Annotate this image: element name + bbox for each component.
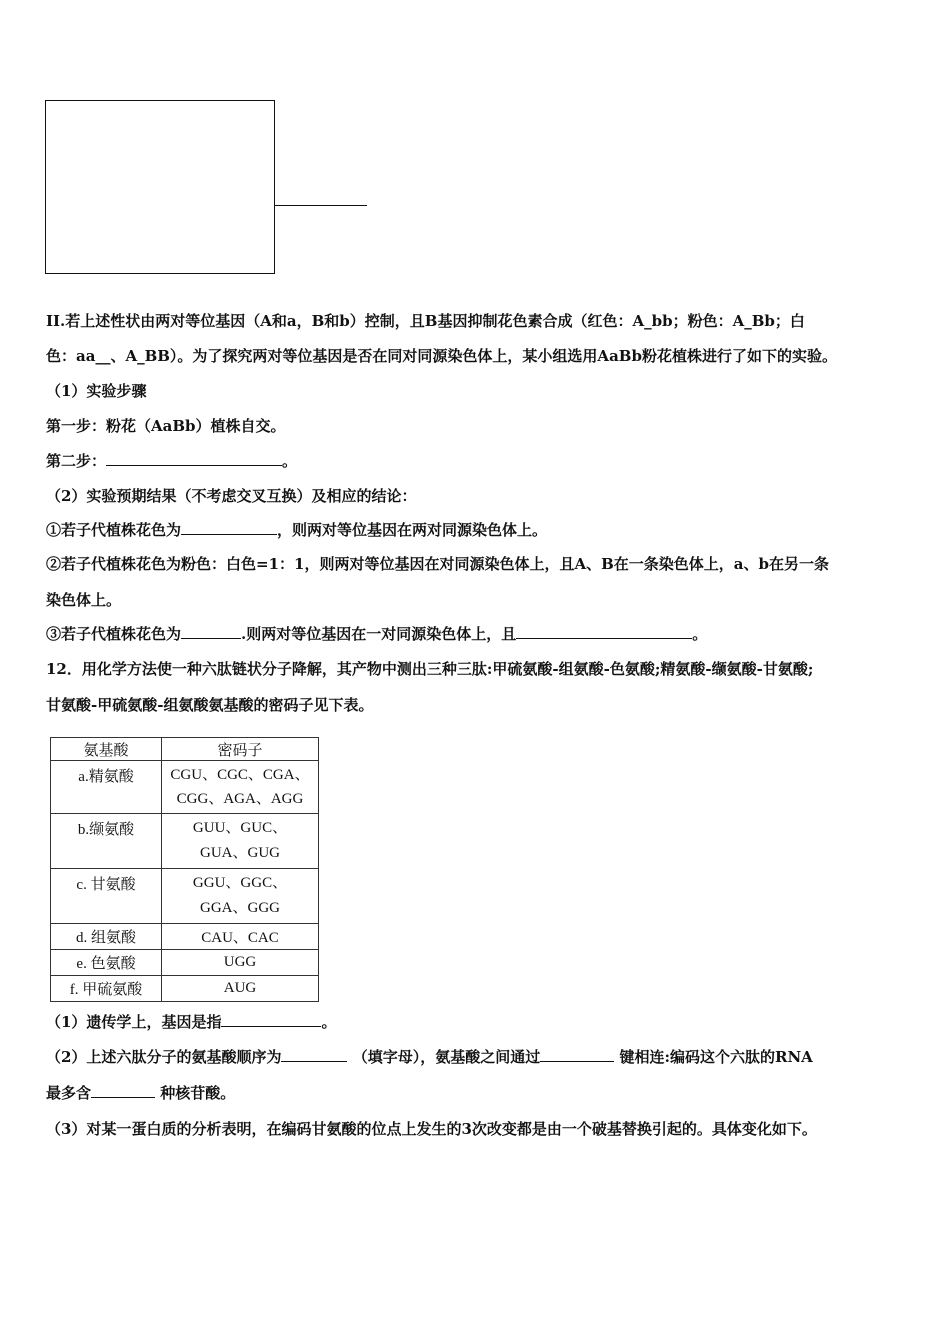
sub-two-blank-3[interactable] <box>91 1083 155 1098</box>
table-row <box>51 976 319 1002</box>
result-three <box>46 624 707 644</box>
result-one <box>46 520 547 540</box>
sub-two-blank-2[interactable] <box>540 1047 614 1062</box>
codon-cell <box>162 869 319 924</box>
q12-stem-line2: 甘氨酸-甲硫氨酸-组氨酸氨基酸的密码子见下表。 <box>46 696 374 714</box>
part2-intro-line2: 色：aa__、A_BB）。为了探究两对等位基因是否在同对同源染色体上，某小组选用AaBb粉花植株进行了如下的实验。 <box>46 347 837 365</box>
step-one: 第一步：粉花（AaBb）植株自交。 <box>46 417 286 435</box>
result-three-suffix: 。 <box>692 625 708 643</box>
table-row <box>51 814 319 869</box>
sub-question-two-line1 <box>46 1047 813 1067</box>
codon-cell: UGG <box>162 950 319 976</box>
result-three-prefix: ③若子代植株花色为 <box>46 625 182 643</box>
sub-question-two-line2 <box>46 1083 235 1103</box>
header-amino-acid: 氨基酸 <box>51 738 162 761</box>
sub-two-blank-1[interactable] <box>281 1047 347 1062</box>
step-two <box>46 451 297 471</box>
result-three-middle: .则两对等位基因在一对同源染色体上，且 <box>241 625 517 643</box>
sub-one-blank[interactable] <box>221 1012 321 1027</box>
sub-one-prefix: （1）遗传学上，基因是指 <box>46 1013 222 1031</box>
codon-line: CGU、CGC、CGA、 <box>170 767 310 783</box>
amino-cell: c. 甘氨酸 <box>51 869 162 924</box>
step-two-blank[interactable] <box>106 451 282 466</box>
codon-line: GUA、GUG <box>200 845 280 861</box>
table-row <box>51 869 319 924</box>
sub-two-prefix: （2）上述六肽分子的氨基酸顺序为 <box>46 1048 282 1066</box>
amino-cell: a.精氨酸 <box>51 761 162 814</box>
codon-line: GGA、GGG <box>200 900 280 916</box>
table-row <box>51 950 319 976</box>
codon-line: GUU、GUC、 <box>192 820 288 836</box>
part2-intro-line1: II.若上述性状由两对等位基因（A和a，B和b）控制，且B基因抑制花色素合成（红色：A_bb；粉色：A_Bb；白 <box>46 312 805 330</box>
results-heading: （2）实验预期结果（不考虑交叉互换）及相应的结论： <box>46 487 417 505</box>
codon-cell: AUG <box>162 976 319 1002</box>
sub-one-suffix: 。 <box>321 1013 337 1031</box>
result-one-prefix: ①若子代植株花色为 <box>46 521 182 539</box>
result-three-blank-1[interactable] <box>181 624 241 639</box>
codon-table-header <box>51 738 319 761</box>
sub-question-one <box>46 1012 336 1032</box>
amino-cell: b.缬氨酸 <box>51 814 162 869</box>
codon-table <box>50 737 319 1002</box>
steps-heading: （1）实验步骤 <box>46 382 147 400</box>
step-two-prefix: 第二步： <box>46 452 107 470</box>
figure-placeholder-box <box>45 100 275 274</box>
step-two-suffix: 。 <box>282 452 298 470</box>
result-two-line2: 染色体上。 <box>46 591 122 609</box>
q12-stem-line1: 12．用化学方法使一种六肽链状分子降解，其产物中测出三种三肽:甲硫氨酸-组氨酸-色氨酸;精氨酸-缬氨酸-甘氨酸; <box>46 660 814 678</box>
amino-cell: f. 甲硫氨酸 <box>51 976 162 1002</box>
codon-cell: CAU、CAC <box>162 924 319 950</box>
sub-two-mid1: （填字母），氨基酸之间通过 <box>352 1048 541 1066</box>
codon-cell <box>162 761 319 814</box>
table-row <box>51 761 319 814</box>
sub-two-line2-suffix: 种核苷酸。 <box>160 1084 236 1102</box>
sub-two-line2-prefix: 最多含 <box>46 1084 92 1102</box>
sub-question-three: （3）对某一蛋白质的分析表明，在编码甘氨酸的位点上发生的3次改变都是由一个破基替换引起的。具体变化如下。 <box>46 1120 817 1138</box>
amino-cell: d. 组氨酸 <box>51 924 162 950</box>
codon-cell <box>162 814 319 869</box>
figure-answer-line <box>275 205 367 206</box>
table-row <box>51 924 319 950</box>
codon-line: CGG、AGA、AGG <box>176 791 304 807</box>
result-one-blank[interactable] <box>181 520 277 535</box>
header-codon: 密码子 <box>162 738 319 761</box>
result-three-blank-2[interactable] <box>516 624 692 639</box>
amino-cell: e. 色氨酸 <box>51 950 162 976</box>
result-two-line1: ②若子代植株花色为粉色：白色=1：1，则两对等位基因在对同源染色体上，且A、B在一条染色体上，a、b在另一条 <box>46 555 829 573</box>
result-one-suffix: ，则两对等位基因在两对同源染色体上。 <box>277 521 548 539</box>
codon-line: GGU、GGC、 <box>192 875 288 891</box>
sub-two-mid2: 键相连:编码这个六肽的RNA <box>619 1048 813 1066</box>
